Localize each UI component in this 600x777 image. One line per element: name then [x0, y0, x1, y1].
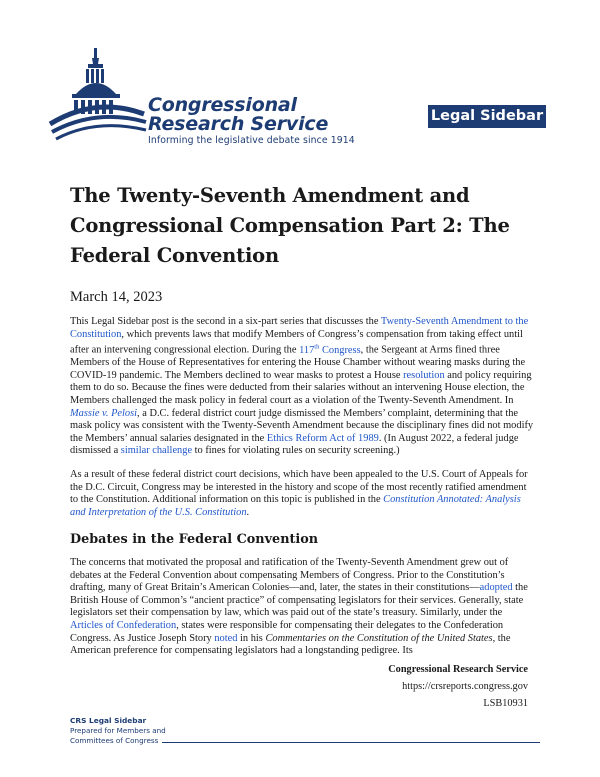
legal-sidebar-badge: Legal Sidebar [428, 105, 546, 128]
text-run: As a result of these federal district court decisions, which have been appealed to the U.S. Court of Appeals for the D.C. Circuit, Congress may be interested in the history and scope of the most recently ratified amendment to the Constitution. Additional information on this topic is published in the [70, 469, 528, 506]
link-twenty-seventh-amendment[interactable]: Twenty-Seventh Amendment to the Constitution [70, 316, 529, 340]
footer-divider [162, 742, 540, 743]
link-adopted[interactable]: adopted [479, 582, 513, 594]
text-run: The concerns that motivated the proposal and ratification of the Twenty-Seventh Amendment grew out of debates at the Federal Convention about compensating Members of Congress. Prior to the Constitution’s drafting, many of Great Britain’s American Colonies—and, later, the states in their constitutions— [70, 557, 509, 594]
text-run: , a D.C. federal district court judge dismissed the Members’ complaint, determining that the mask policy was consistent with the Twenty-Seventh Amendment because the disciplinary fines did not modify the Members’ annual salaries designated in the [70, 407, 534, 444]
link-massie-v-pelosi[interactable]: Massie v. Pelosi [70, 407, 138, 419]
capitol-dome-icon [48, 42, 148, 152]
signature-org: Congressional Research Service [388, 664, 528, 675]
section-heading: Debates in the Federal Convention [70, 532, 319, 547]
crs-logo [48, 42, 378, 152]
text-run: to fines for violating rules on security screening.) [192, 445, 400, 457]
text-run: the British House of Common’s “ancient practice” of compensating legislators for their services. Generally, state legislators set their compensation by law, which was paid out of the state’s treasury. Similarly, under the [70, 582, 528, 619]
page-footer [70, 716, 166, 746]
signature-url: https://crsreports.congress.gov [402, 681, 528, 692]
congress-number: 117 [299, 344, 315, 356]
intro-paragraph [70, 316, 535, 458]
document-title: The Twenty-Seventh Amendment and Congressional Compensation Part 2: The Federal Convention [70, 184, 510, 267]
congress-word: Congress [319, 344, 361, 356]
commentaries-title: Commentaries on the Constitution of the United States [265, 632, 493, 644]
text-run: in his [237, 632, 266, 644]
congress-ordinal: th [314, 343, 320, 351]
text-run: , the Sergeant at Arms fined three Members of the House of Representatives for entering the House Chamber without wearing masks during the COVID-19 pandemic. The Members declined to wear masks to protest a House [70, 344, 526, 381]
footer-line-3: Committees of Congress [70, 736, 159, 745]
link-similar-challenge[interactable]: similar challenge [120, 445, 193, 457]
text-run: and policy requiring them to do so. Because the fines were deducted from their salaries without an intervening House election, the Members challenged the mask policy in federal court as a violation of the Twenty-Seventh Amendment. In [70, 369, 532, 407]
logo-line-congressional: Congressional [148, 94, 297, 116]
text-run: This Legal Sidebar post is the second in a six-part series that discusses the [70, 316, 381, 327]
link-resolution[interactable]: resolution [403, 369, 445, 381]
signature-report-id: LSB10931 [483, 698, 528, 709]
link-ethics-reform-act[interactable]: Ethics Reform Act of 1989 [266, 432, 379, 444]
text-run: , states were responsible for compensating their delegates to the Confederation Congress. As Justice Joseph Story [70, 619, 504, 644]
footer-line-2: Prepared for Members and [70, 726, 166, 735]
text-run: , the American preference for compensating legislators had a longstanding pedigree. Its [70, 632, 511, 657]
link-117th-congress[interactable] [299, 345, 361, 356]
logo-tagline: Informing the legislative debate since 1914 [148, 135, 355, 146]
publication-date: March 14, 2023 [70, 289, 163, 305]
link-articles-of-confederation[interactable]: Articles of Confederation [70, 619, 177, 631]
text-run: , which prevents laws that modify Members of Congress’s compensation from taking effect until after an intervening congressional election. During the [70, 328, 523, 356]
text-run: . [246, 506, 250, 518]
logo-line-research-service: Research Service [148, 113, 329, 135]
link-noted[interactable]: noted [214, 632, 238, 644]
crs-signature-block [388, 661, 528, 712]
text-run: . (In August 2022, a federal judge dismissed a [70, 432, 519, 457]
link-constitution-annotated[interactable]: Constitution Annotated: Analysis and Interpretation of the U.S. Constitution [70, 494, 521, 518]
context-paragraph [70, 469, 535, 519]
section-paragraph [70, 557, 535, 658]
footer-title: CRS Legal Sidebar [70, 716, 147, 725]
